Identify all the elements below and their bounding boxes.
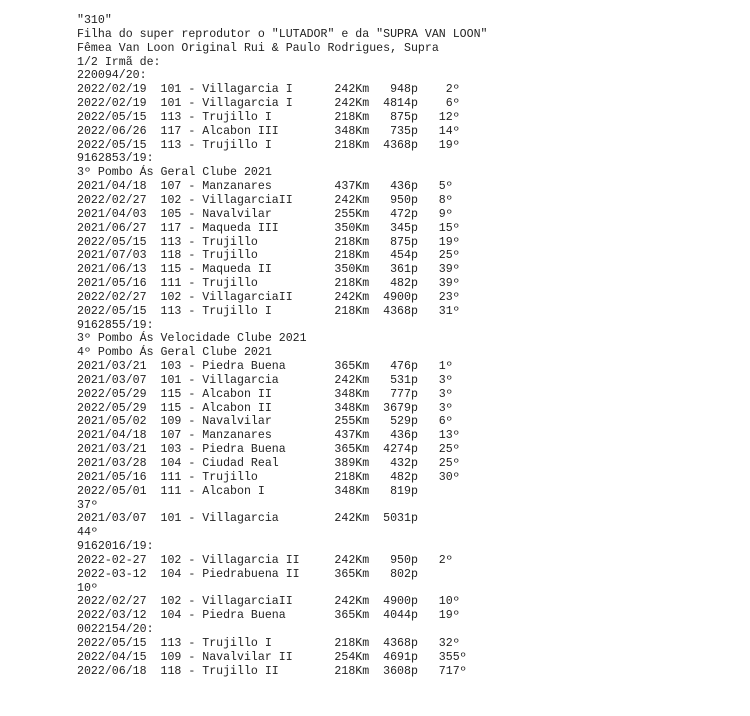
text-line: 2022/05/29 115 - Alcabon II 348Km 777p 3º — [77, 387, 453, 401]
text-line: 2021/04/03 105 - Navalvilar 255Km 472p 9º — [77, 207, 453, 221]
text-line: "310" — [77, 14, 112, 27]
text-line: 2022/05/15 113 - Trujillo 218Km 875p 19º — [77, 235, 460, 249]
text-line: 2022/02/27 102 - VillagarciaII 242Km 950p 8º — [77, 193, 453, 207]
document-text — [77, 14, 737, 679]
text-line: 2022/05/15 113 - Trujillo I 218Km 875p 12º — [77, 110, 460, 124]
text-line: 2021/03/28 104 - Ciudad Real 389Km 432p 25º — [77, 457, 460, 470]
text-line: 2022/02/19 101 - Villagarcia I 242Km 948p 2º — [77, 83, 460, 97]
text-line: 0022154/20: — [77, 623, 154, 637]
text-line: 44º — [77, 526, 98, 540]
text-line: 2021/06/27 117 - Maqueda III 350Km 345p 15º — [77, 221, 460, 235]
text-line: 2021/05/16 111 - Trujillo 218Km 482p 39º — [77, 277, 460, 291]
text-line: 3º Pombo Ás Velocidade Clube 2021 — [77, 332, 307, 346]
text-line: 2021/05/16 111 - Trujillo 218Km 482p 30º — [77, 470, 460, 484]
text-line: 2021/05/02 109 - Navalvilar 255Km 529p 6º — [77, 415, 453, 429]
text-line: 2022/02/27 102 - VillagarciaII 242Km 4900p 10º — [77, 595, 460, 609]
text-line: 4º Pombo Ás Geral Clube 2021 — [77, 346, 272, 360]
text-line: 2021/04/18 107 - Manzanares 437Km 436p 13º — [77, 429, 460, 443]
text-line: 1/2 Irmã de: — [77, 55, 161, 69]
text-line: 2022/05/01 111 - Alcabon I 348Km 819p — [77, 484, 418, 498]
text-line: Fêmea Van Loon Original Rui & Paulo Rodrigues, Supra — [77, 41, 439, 55]
text-line: 3º Pombo Ás Geral Clube 2021 — [77, 166, 272, 180]
text-line: 2022/05/15 113 - Trujillo I 218Km 4368p 31º — [77, 304, 460, 318]
text-line: 2022/03/12 104 - Piedra Buena 365Km 4044p 19º — [77, 609, 460, 623]
text-line: 2022/06/26 117 - Alcabon III 348Km 735p 14º — [77, 124, 460, 138]
text-line: 220094/20: — [77, 69, 147, 83]
text-line: 2022/02/19 101 - Villagarcia I 242Km 4814p 6º — [77, 97, 460, 111]
text-line: 9162853/19: — [77, 152, 154, 166]
text-line: 37º — [77, 498, 98, 512]
text-line: 2022/02/27 102 - VillagarciaII 242Km 4900p 23º — [77, 290, 460, 304]
text-line: 2021/03/07 101 - Villagarcia 242Km 531p 3º — [77, 373, 453, 387]
text-line: 10º — [77, 581, 98, 595]
text-line: 9162855/19: — [77, 318, 154, 332]
text-line: 2022-02-27 102 - Villagarcia II 242Km 950p 2º — [77, 553, 453, 567]
text-line: 2022/05/15 113 - Trujillo I 218Km 4368p 32º — [77, 636, 460, 650]
text-line: 2022/05/29 115 - Alcabon II 348Km 3679p 3º — [77, 401, 453, 415]
text-line: 2022/05/15 113 - Trujillo I 218Km 4368p 19º — [77, 138, 460, 152]
text-line: 2021/03/07 101 - Villagarcia 242Km 5031p — [77, 512, 418, 526]
text-line: 2021/03/21 103 - Piedra Buena 365Km 476p 1º — [77, 360, 453, 374]
text-line: 2021/03/21 103 - Piedra Buena 365Km 4274p 25º — [77, 443, 460, 457]
text-line: 2022-03-12 104 - Piedrabuena II 365Km 802p — [77, 567, 418, 581]
text-line: 2022/06/18 118 - Trujillo II 218Km 3608p 717º — [77, 664, 467, 678]
text-line: 2021/07/03 118 - Trujillo 218Km 454p 25º — [77, 249, 460, 263]
text-line: 2021/04/18 107 - Manzanares 437Km 436p 5º — [77, 180, 453, 194]
text-line: Filha do super reprodutor o "LUTADOR" e da "SUPRA VAN LOON" — [77, 27, 488, 41]
text-line: 2021/06/13 115 - Maqueda II 350Km 361p 39º — [77, 263, 460, 277]
text-line: 2022/04/15 109 - Navalvilar II 254Km 4691p 355º — [77, 650, 467, 664]
text-line: 9162016/19: — [77, 540, 154, 554]
